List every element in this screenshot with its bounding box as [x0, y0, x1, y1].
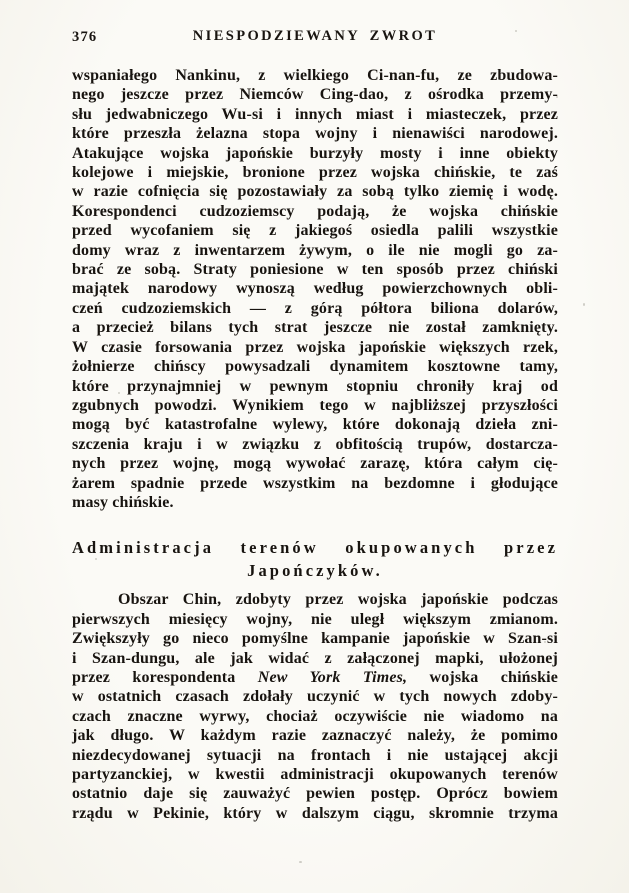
scan-speck: [299, 861, 302, 863]
text-line: szczenia kraju i w związku z obfitością trupów, dostarcza-: [72, 435, 558, 453]
text-run: wojska chińskie: [407, 668, 558, 686]
scan-speck: [583, 303, 585, 306]
text-line: Atakujące wojska japońskie burzyły mosty i inne obiekty: [72, 144, 558, 162]
text-line: czach znaczne wyrwy, chociaż oczywiście nie wiadomo na: [72, 707, 558, 725]
text-line: które przynajmniej w pewnym stopniu chroniły kraj od: [72, 377, 558, 395]
text-line: mogą być katastrofalne wylewy, które dokonają dzieła zni-: [72, 416, 558, 434]
text-line: partyzanckiej, w kwestii administracji okupowanych terenów: [72, 766, 558, 783]
section-heading: [72, 537, 558, 581]
scan-speck: [556, 96, 558, 98]
text-run: przez korespondenta: [72, 668, 258, 686]
text-line: jak długo. W każdym razie zaznaczyć należy, że pomimo: [72, 727, 558, 745]
text-line: nego jeszcze przez Niemców Cing-dao, z ośrodka przemy-: [72, 86, 558, 104]
paragraph-2: [72, 590, 558, 823]
text-line: masy chińskie.: [72, 493, 174, 511]
text-line: a przecież bilans tych strat jeszcze nie został zamknięty.: [72, 319, 558, 337]
text-line: żołnierze chińscy powysadzali dynamitem kosztowne tamy,: [72, 358, 558, 376]
text-line: brać ze sobą. Straty poniesione w ten sposób przez chiński: [72, 261, 558, 279]
text-line: [72, 668, 558, 687]
text-line: kolejowe i miejskie, bronione przez wojska chińskie, te zaś: [72, 164, 558, 182]
paragraph-1: [72, 66, 558, 512]
page-header: [72, 28, 558, 46]
scan-speck: [515, 30, 517, 32]
text-line: niezdecydowanej sytuacji na frontach i nie ustającej akcji: [72, 746, 558, 764]
text-line: Korespondenci cudzoziemscy podają, że wojska chińskie: [72, 202, 558, 220]
scan-speck: [95, 558, 97, 560]
page-body: [72, 66, 558, 823]
text-line: rządu w Pekinie, który w dalszym ciągu, skromnie trzyma: [72, 804, 558, 822]
text-line: W czasie forsowania przez wojska japońskie większych rzek,: [72, 338, 558, 356]
text-line: i Szan-dungu, ale jak widać z załączonej mapki, ułożonej: [72, 649, 558, 667]
text-line: Zwiększyły go nieco pomyślne kampanie japońskie w Szan-si: [72, 630, 558, 648]
text-line: nych przez wojnę, mogą wywołać zarazę, która całym cię-: [72, 455, 558, 473]
text-line: domy wraz z inwentarzem żywym, o ile nie mogli go za-: [72, 241, 558, 259]
text-line: przed wycofaniem się z jakiegoś osiedla palili wszystkie: [72, 222, 558, 240]
scan-speck: [118, 392, 120, 394]
text-line: czeń cudzoziemskich — z górą półtora biliona dolarów,: [72, 299, 558, 317]
text-line: Obszar Chin, zdobyty przez wojska japońskie podczas: [118, 591, 558, 609]
text-line: wspaniałego Nankinu, z wielkiego Ci-nan-fu, ze zbudowa-: [72, 67, 558, 84]
text-line: które przeszła żelazna stopa wojny i nienawiści narodowej.: [72, 125, 558, 143]
text-line: majątek narodowy wynoszą według powierzchownych obli-: [72, 280, 558, 298]
section-heading-line-1: Administracja terenów okupowanych przez: [72, 538, 558, 558]
text-line: pierwszych miesięcy wojny, nie uległ większym zmianom.: [72, 610, 558, 628]
text-line: żarem spadnie przede wszystkim na bezdomne i głodujące: [72, 474, 558, 492]
italic-publication-name: New York Times,: [257, 668, 408, 686]
text-line: w ostatnich czasach zdołały uczynić w tych nowych zdoby-: [72, 688, 558, 706]
section-heading-line-2: Japończyków.: [247, 561, 383, 581]
text-line: zgubnych powodzi. Wynikiem tego w najbliższej przyszłości: [72, 396, 558, 414]
scan-speck: [544, 641, 546, 643]
running-title: NIESPODZIEWANY ZWROT: [192, 28, 438, 44]
page-number: 376: [72, 29, 98, 45]
text-line: w razie cofnięcia się pozostawiały za sobą tylko ziemię i wodę.: [72, 183, 558, 201]
text-line: ostatnio daje się zauważyć pewien postęp. Oprócz bowiem: [72, 785, 558, 803]
text-line: słu jedwabniczego Wu-si i innych miast i miasteczek, przez: [72, 105, 558, 123]
